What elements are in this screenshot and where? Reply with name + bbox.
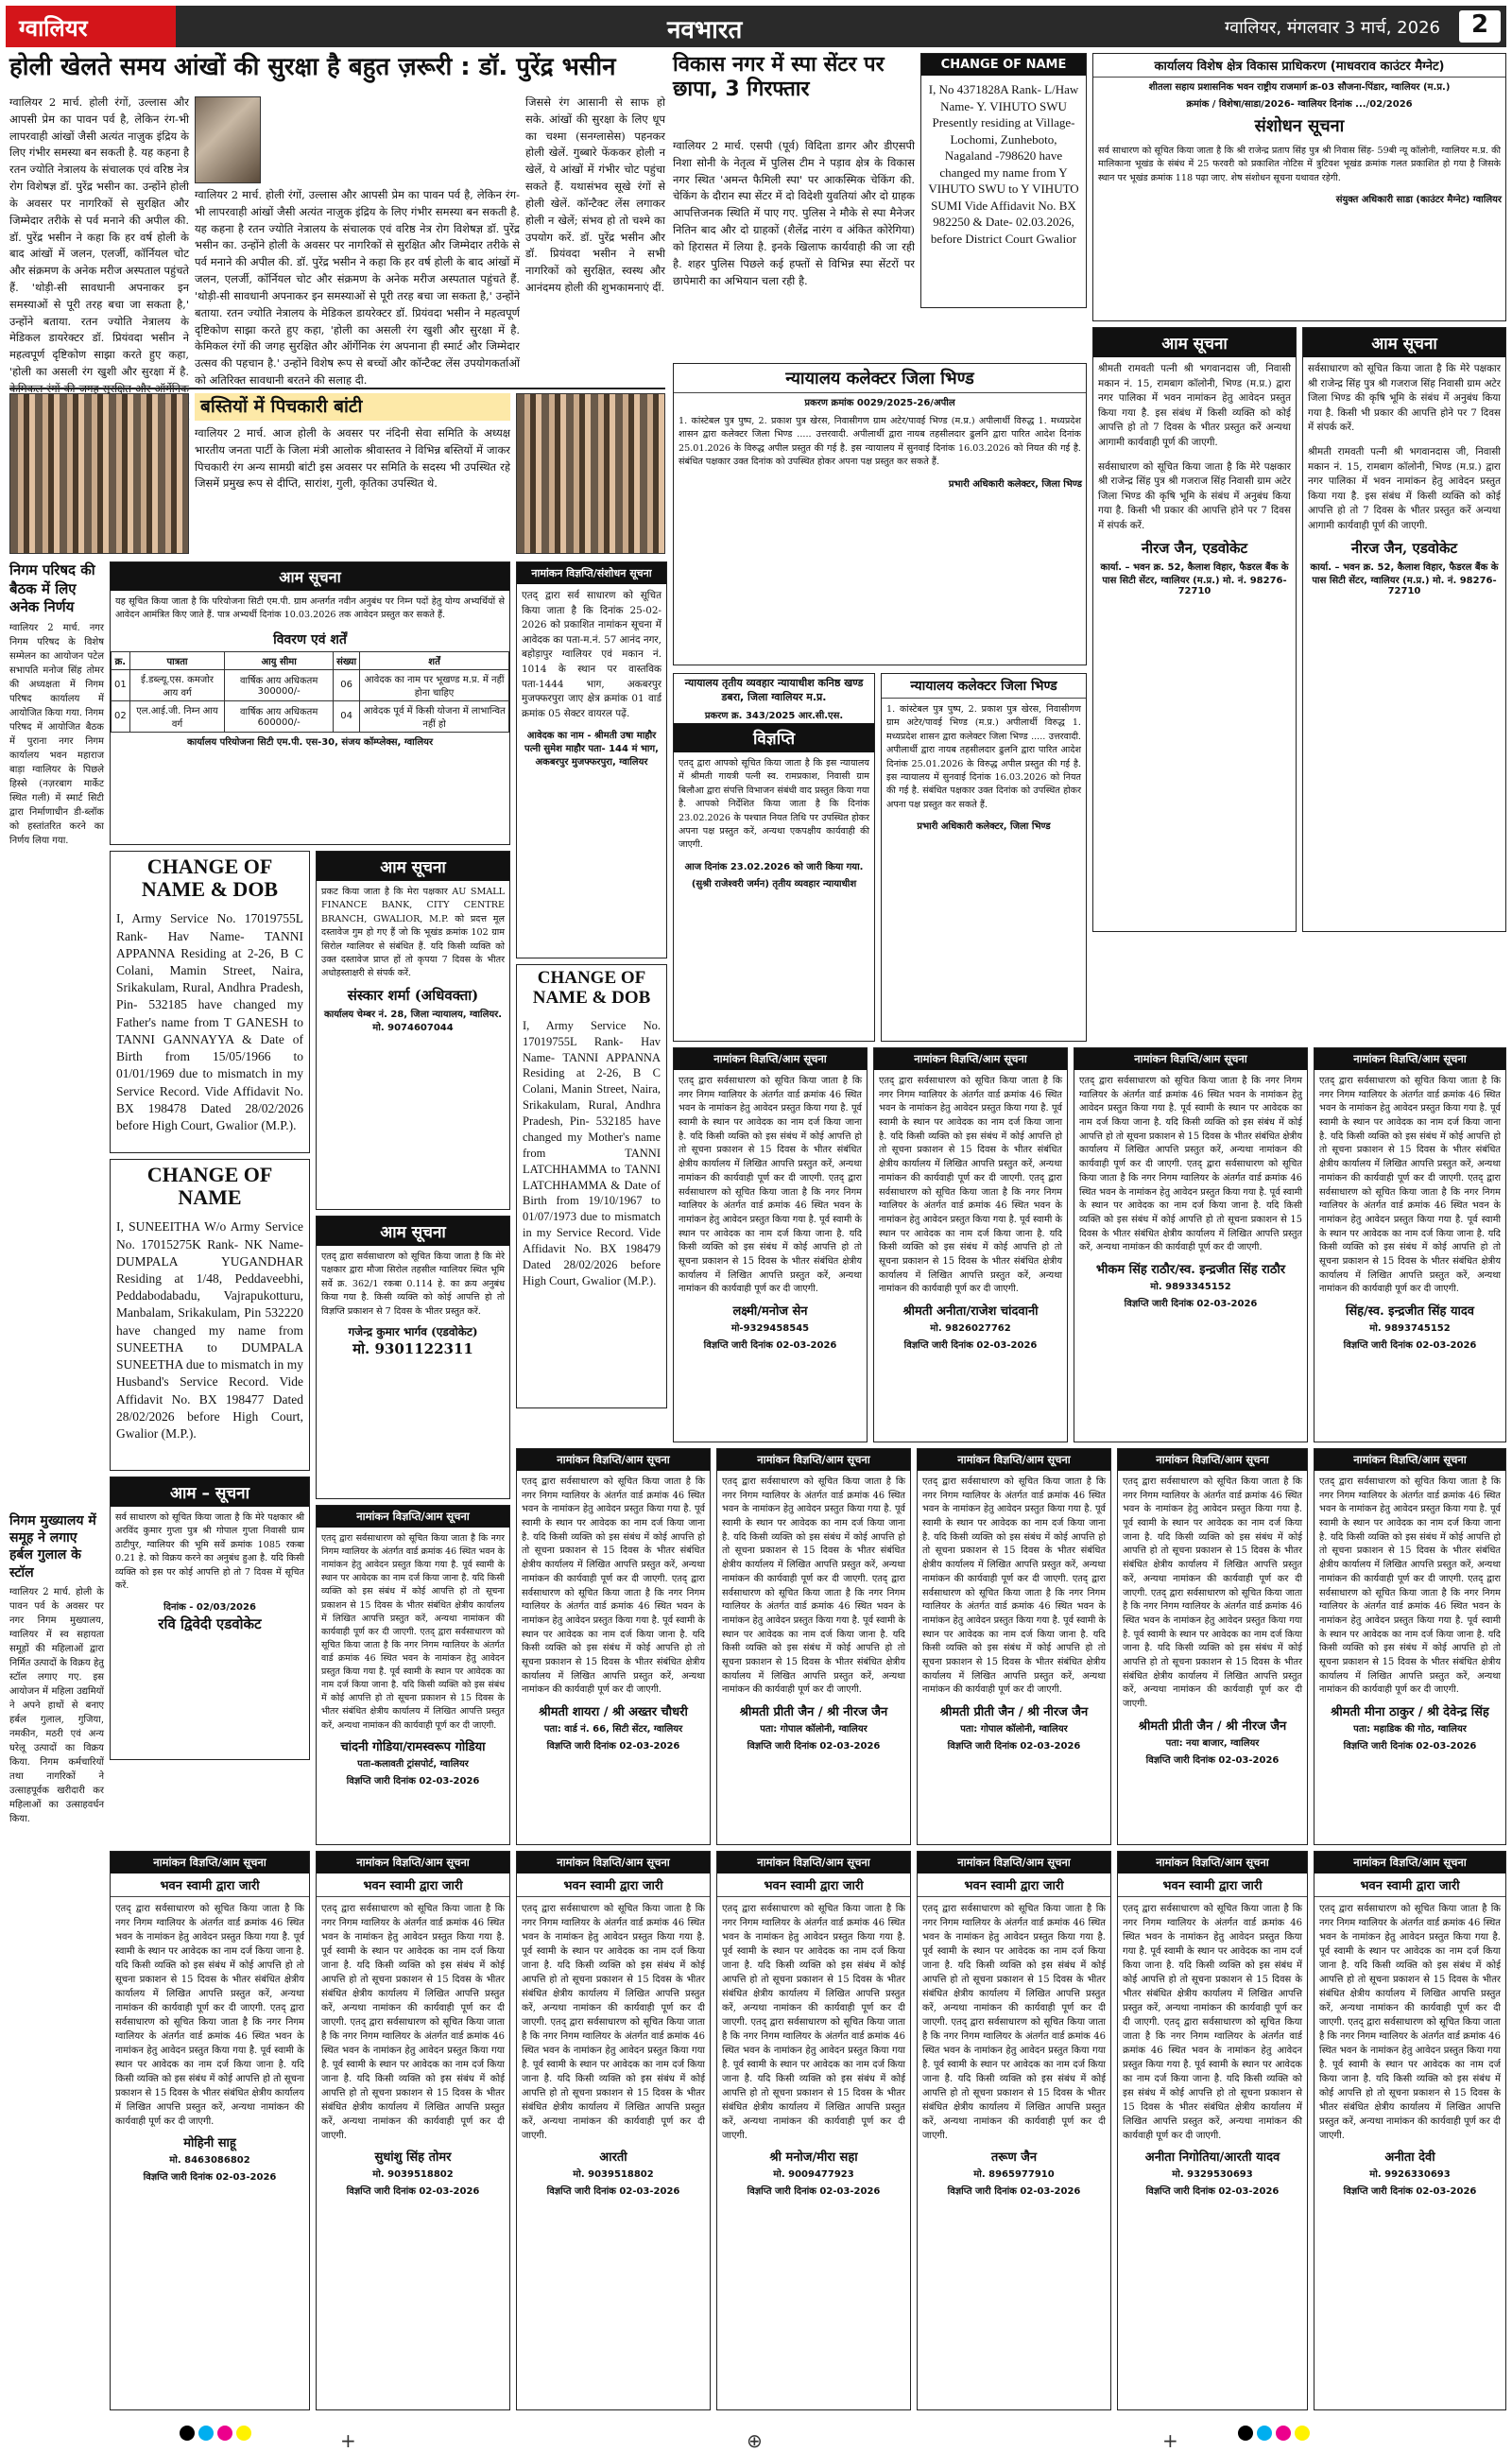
bhind-title-2: आम सूचना <box>1303 328 1505 357</box>
aam-suchna-table-intro: यह सूचित किया जाता है कि परियोजना सिटी एम.पी. ग्राम अन्तर्गत नवीन अनुबंध पर निम्न पदों हेतु योग्य अभ्यर्थियों से आवेदन आमंत्रित किए जाते हैं. पात्र अभ्यर्थी दिनांक 10.03.2026 तक आवेदन प्रस्तुत कर सकते हैं. <box>115 596 505 621</box>
change-name-1-heading: CHANGE OF NAME & DOB <box>141 855 279 902</box>
notice-applicant-name: अनीता निगोतिया/आरती यादव <box>1144 2150 1280 2165</box>
table-cell: ई.डब्ल्यू.एस. कमजोर आय वर्ग <box>129 669 225 700</box>
spa-body: ग्वालियर 2 मार्च. एसपी (पूर्व) विदिता डागर और डीएसपी निशा सोनी के नेतृत्व में पुलिस टीम ने पड़ाव क्षेत्र के विकास नगर स्थित 'अमन्त फैमिली स्पा' पर आकस्मिक चेकिंग की. चेकिंग के दौरान स्पा सेंटर में दो विदेशी युवतियां और दो ग्राहक आपत्तिजनक स्थिति में पाए गए. पुलिस ने मौके से स्पा मैनेजर नितिन बाद और दो ग्राहकों (शैलेंद्र नारंग व अंकित कोरेगिया) को हिरासत में लिया है. इनके खिलाफ कार्यवाही की जा रही है. शहर पुलिस पिछले कई हफ्तों से विभिन्न स्पा सेंटरों पर छापेमारी का अभियान चला रही है. <box>673 139 915 287</box>
notice-owner-line: भवन स्वामी द्वारा जारी <box>717 1874 910 1897</box>
notice-title: नामांकन विज्ञप्ति/आम सूचना <box>1314 1852 1505 1874</box>
notice-applicant-address: पता: गोपाल कॉलोनी, ग्वालियर <box>960 1724 1068 1735</box>
vigyapti-body: एतद् द्वारा आपको सूचित किया जाता है कि इस न्यायालय में श्रीमती गायत्री पत्नी स्व. रामप्रकाश, निवासी ग्राम बिलौआ द्वारा संपत्ति विभाजन संबंधी वाद प्रस्तुत किया गया है. आपको निर्देशित किया जाता है कि दिनांक 23.02.2026 के पश्चात नियत तिथि पर उपस्थित होकर अपना पक्ष प्रस्तुत करें, अन्यथा एकपक्षीय कार्यवाही की जाएगी. <box>679 758 869 851</box>
notice-title: नामांकन विज्ञप्ति/आम सूचना <box>317 1506 509 1528</box>
notice-applicant-name: श्रीमती शायरा / श्री अख्तर चौधरी <box>539 1705 688 1719</box>
reg-dot <box>217 2426 232 2441</box>
notice-applicant-name: चांदनी गोडिया/रामस्वरूप गोडिया <box>340 1739 486 1754</box>
table-header: संख्या <box>334 651 360 669</box>
aam-suchna-mid-phone: मो. 9301122311 <box>352 1339 473 1357</box>
aam-suchna-left-signer: रवि द्विवेदी एडवोकेट <box>158 1615 262 1633</box>
namantaran-notice <box>316 1505 510 1845</box>
order-body: 1. कांस्टेबल पुत्र पुष्प, 2. प्रकाश पुत्र खेरस, निवासीगण ग्राम अटेर/पावई भिण्ड (म.प्र.) अपीलार्थी विरुद्ध 1. मध्यप्रदेश शासन द्वारा कलेक्टर जिला भिण्ड ..... उत्तरवादी. अपीलार्थी द्वारा नायब तहसीलदार ढुलनि द्वारा पारित आदेश दिनांक 25.01.2026 के विरुद्ध अपील प्रस्तुत की गई है. इस न्यायालय में सुनवाई दिनांक 16.03.2026 को नियत की गई है. संबंधित पक्षकार उक्त दिनांक को उपस्थित होकर अपना पक्ष प्रस्तुत कर सकते हैं. <box>886 704 1081 810</box>
notice-applicant-name: सिंह/स्व. इन्द्रजीत सिंह यादव <box>1345 1304 1475 1319</box>
herbal-gulal-body: ग्वालियर 2 मार्च. होली के पावन पर्व के अवसर पर नगर निगम मुख्यालय, ग्वालियर में स्व सहायता समूहों की महिलाओं द्वारा निर्मित उत्पादों के विक्रय हेतु स्टॉल लगाए गए. इस आयोजन में महिला उद्यमियों ने अपने हाथों से बनाए हर्बल गुलाल, गुजिया, नमकीन, मठरी एवं अन्य घरेलू उत्पादों का विक्रय किया. निगम कर्मचारियों तथा नागरिकों ने उत्साहपूर्वक खरीदारी कर महिलाओं का उत्साहवर्धन किया. <box>9 1586 104 1824</box>
bhind-title-1: आम सूचना <box>1093 328 1296 357</box>
pichkari-photo-2 <box>516 393 665 554</box>
notice-title: नामांकन विज्ञप्ति/आम सूचना <box>1314 1048 1505 1070</box>
pichkari-body: ग्वालियर 2 मार्च. आज होली के अवसर पर नंदिनी सेवा समिति के अध्यक्ष भारतीय जनता पार्टी के जिला मंत्री आलोक श्रीवास्तव ने विभिन्न बस्तियों में जाकर पिचकारी रंग अन्य सामग्री बांटी इस अवसर पर समिति के सदस्य भी उपस्थित रहे जिसमें प्रमुख रूप से दीप्ति, सारांश, गुली, कृतिका उपस्थित थे. <box>195 426 510 491</box>
notice-body: एतद् द्वारा सर्वसाधारण को सूचित किया जाता है कि नगर निगम ग्वालियर के अंतर्गत वार्ड क्रमांक 46 स्थित भवन के नामांकन हेतु आवेदन प्रस्तुत किया गया है. पूर्व स्वामी के स्थान पर आवेदक का नाम दर्ज किया जाना है. यदि किसी व्यक्ति को इस संबंध में कोई आपत्ति हो तो सूचना प्रकाशन से 15 दिवस के भीतर संबंधित क्षेत्रीय कार्यालय में लिखित आपत्ति प्रस्तुत करें, अन्यथा नामांकन की कार्यवाही पूर्ण कर दी जाएगी. एतद् द्वारा सर्वसाधारण को सूचित किया जाता है कि नगर निगम ग्वालियर के अंतर्गत वार्ड क्रमांक 46 स्थित भवन के नामांकन हेतु आवेदन प्रस्तुत किया गया है. पूर्व स्वामी के स्थान पर आवेदक का नाम दर्ज किया जाना है. यदि किसी व्यक्ति को इस संबंध में कोई आपत्ति हो तो सूचना प्रकाशन से 15 दिवस के भीतर संबंधित क्षेत्रीय कार्यालय में लिखित आपत्ति प्रस्तुत करें, अन्यथा नामांकन की कार्यवाही पूर्ण कर दी जाएगी. <box>1123 1904 1302 2141</box>
aam-suchna-left-notice <box>110 1476 310 1760</box>
notice-owner-line: भवन स्वामी द्वारा जारी <box>317 1874 509 1897</box>
reg-dot <box>1238 2426 1253 2441</box>
lead-body: ग्वालियर 2 मार्च. होली रंगों, उल्लास और आपसी प्रेम का पावन पर्व है, लेकिन रंग-भी लापरवाही आंखों जैसी अत्यंत नाज़ुक इंद्रिय के लिए गंभीर समस्या बन सकती है. यह कहना है रतन ज्योति नेत्रालय के संचालक एवं वरिष्ठ नेत्र रोग विशेषज्ञ डॉ. पुरेंद्र भसीन का. उन्होंने होली के अवसर पर नागरिकों से सुरक्षित और जिम्मेदार तरीके से पर्व मनाने की अपील की. डॉ. पुरेंद्र भसीन ने कहा कि हर वर्ष होली के बाद आंखों में जलन, एलर्जी, कॉर्नियल चोट और संक्रमण के अनेक मरीज अस्पताल पहुंचते हैं. 'थोड़ी-सी सावधानी अपनाकर इन समस्याओं से पूरी तरह बचा जा सकता है,' उन्होंने बताया. रतन ज्योति नेत्रालय के मेडिकल डायरेक्टर डॉ. प्रियंवदा भसीन ने महत्वपूर्ण दृष्टिकोण साझा करते हुए कहा, 'होली का असली रंग खुशी और सुरक्षा में है. <box>9 95 189 378</box>
notice-applicant-address: पता-कलावती ट्रांसपोर्ट, ग्वालियर <box>357 1758 469 1770</box>
notice-body: एतद् द्वारा सर्वसाधारण को सूचित किया जाता है कि नगर निगम ग्वालियर के अंतर्गत वार्ड क्रमांक 46 स्थित भवन के नामांकन हेतु आवेदन प्रस्तुत किया गया है. पूर्व स्वामी के स्थान पर आवेदक का नाम दर्ज किया जाना है. यदि किसी व्यक्ति को इस संबंध में कोई आपत्ति हो तो सूचना प्रकाशन से 15 दिवस के भीतर संबंधित क्षेत्रीय कार्यालय में लिखित आपत्ति प्रस्तुत करें, अन्यथा नामांकन की कार्यवाही पूर्ण कर दी जाएगी. एतद् द्वारा सर्वसाधारण को सूचित किया जाता है कि नगर निगम ग्वालियर के अंतर्गत वार्ड क्रमांक 46 स्थित भवन के नामांकन हेतु आवेदन प्रस्तुत किया गया है. पूर्व स्वामी के स्थान पर आवेदक का नाम दर्ज किया जाना है. यदि किसी व्यक्ति को इस संबंध में कोई आपत्ति हो तो सूचना प्रकाशन से 15 दिवस के भीतर संबंधित क्षेत्रीय कार्यालय में लिखित आपत्ति प्रस्तुत करें, अन्यथा नामांकन की कार्यवाही पूर्ण कर दी जाएगी. <box>1079 1076 1303 1253</box>
bhind-addr-2: कार्या. – भवन क्र. 52, कैलाश विहार, फैडरल बैंक के पास सिटी सेंटर, ग्वालियर (म.प्र.) मो. नं. 98276-72710 <box>1310 561 1499 596</box>
table-cell: आवेदक का नाम पर भूखण्ड म.प्र. में नहीं होना चाहिए <box>360 669 509 700</box>
change-name-2-heading: CHANGE OF NAME & DOB <box>532 968 651 1008</box>
reg-dot <box>1276 2426 1291 2441</box>
page-number: 2 <box>1459 10 1501 43</box>
change-name-body: I, No 4371828A Rank- L/Haw Name- Y. VIHUTO SWU Presently residing at Village- Lochomi, Zunheboto, Nagaland -798620 have changed my name from Y VIHUTO SWU to Y VIHUTO SUMI Vide Affidavit No. BX 982250 & Date- 02.03.2026, before District Court Gwalior <box>928 82 1079 246</box>
change-name-notice-3 <box>110 1159 310 1471</box>
notice-body: एतद् द्वारा सर्वसाधारण को सूचित किया जाता है कि नगर निगम ग्वालियर के अंतर्गत वार्ड क्रमांक 46 स्थित भवन के नामांकन हेतु आवेदन प्रस्तुत किया गया है. पूर्व स्वामी के स्थान पर आवेदक का नाम दर्ज किया जाना है. यदि किसी व्यक्ति को इस संबंध में कोई आपत्ति हो तो सूचना प्रकाशन से 15 दिवस के भीतर संबंधित क्षेत्रीय कार्यालय में लिखित आपत्ति प्रस्तुत करें, अन्यथा नामांकन की कार्यवाही पूर्ण कर दी जाएगी. एतद् द्वारा सर्वसाधारण को सूचित किया जाता है कि नगर निगम ग्वालियर के अंतर्गत वार्ड क्रमांक 46 स्थित भवन के नामांकन हेतु आवेदन प्रस्तुत किया गया है. पूर्व स्वामी के स्थान पर आवेदक का नाम दर्ज किया जाना है. यदि किसी व्यक्ति को इस संबंध में कोई आपत्ति हो तो सूचना प्रकाशन से 15 दिवस के भीतर संबंधित क्षेत्रीय कार्यालय में लिखित आपत्ति प्रस्तुत करें, अन्यथा नामांकन की कार्यवाही पूर्ण कर दी जाएगी. <box>1319 1076 1501 1295</box>
collector-court-case: प्रकरण क्रमांक 0029/2025-26/अपील <box>804 398 955 408</box>
nigam-headline: निगम परिषद की बैठक में लिए अनेक निर्णय <box>9 561 95 615</box>
table-header: आयु सीमा <box>225 651 334 669</box>
dateline: ग्वालियर, मंगलवार 3 मार्च, 2026 <box>1225 18 1440 38</box>
notice-title: नामांकन विज्ञप्ति/आम सूचना <box>1314 1449 1505 1471</box>
notice-body: एतद् द्वारा सर्वसाधारण को सूचित किया जाता है कि नगर निगम ग्वालियर के अंतर्गत वार्ड क्रमांक 46 स्थित भवन के नामांकन हेतु आवेदन प्रस्तुत किया गया है. पूर्व स्वामी के स्थान पर आवेदक का नाम दर्ज किया जाना है. यदि किसी व्यक्ति को इस संबंध में कोई आपत्ति हो तो सूचना प्रकाशन से 15 दिवस के भीतर संबंधित क्षेत्रीय कार्यालय में लिखित आपत्ति प्रस्तुत करें, अन्यथा नामांकन की कार्यवाही पूर्ण कर दी जाएगी. एतद् द्वारा सर्वसाधारण को सूचित किया जाता है कि नगर निगम ग्वालियर के अंतर्गत वार्ड क्रमांक 46 स्थित भवन के नामांकन हेतु आवेदन प्रस्तुत किया गया है. पूर्व स्वामी के स्थान पर आवेदक का नाम दर्ज किया जाना है. यदि किसी व्यक्ति को इस संबंध में कोई आपत्ति हो तो सूचना प्रकाशन से 15 दिवस के भीतर संबंधित क्षेत्रीय कार्यालय में लिखित आपत्ति प्रस्तुत करें, अन्यथा नामांकन की कार्यवाही पूर्ण कर दी जाएगी. <box>321 1904 505 2141</box>
bhind-signer-1: नीरज जैन, एडवोकेट <box>1141 539 1248 557</box>
lead-body-2: जिससे रंग आसानी से साफ हो सके. आंखों की सुरक्षा के लिए धूप का चश्मा (सनग्लासेस) पहनकर होली खेलें. गुब्बारे फेंककर होली न खेलें, ये आंखों में गंभीर चोट पहुंचा सकते हैं. यथासंभव सूखे रंगों से होली खेलें. कॉन्टैक्ट लेंस लगाकर होली न खेलें; संभव हो तो चश्मे का उपयोग करें. डॉ. पुरेंद्र भसीन और डॉ. प्रियंवदा भसीन ने सभी नागरिकों को सुरक्षित, स्वस्थ और आनंदमय होली की शुभकामनाएं दीं. <box>525 95 665 294</box>
notice-body: एतद् द्वारा सर्वसाधारण को सूचित किया जाता है कि नगर निगम ग्वालियर के अंतर्गत वार्ड क्रमांक 46 स्थित भवन के नामांकन हेतु आवेदन प्रस्तुत किया गया है. पूर्व स्वामी के स्थान पर आवेदक का नाम दर्ज किया जाना है. यदि किसी व्यक्ति को इस संबंध में कोई आपत्ति हो तो सूचना प्रकाशन से 15 दिवस के भीतर संबंधित क्षेत्रीय कार्यालय में लिखित आपत्ति प्रस्तुत करें, अन्यथा नामांकन की कार्यवाही पूर्ण कर दी जाएगी. एतद् द्वारा सर्वसाधारण को सूचित किया जाता है कि नगर निगम ग्वालियर के अंतर्गत वार्ड क्रमांक 46 स्थित भवन के नामांकन हेतु आवेदन प्रस्तुत किया गया है. पूर्व स्वामी के स्थान पर आवेदक का नाम दर्ज किया जाना है. यदि किसी व्यक्ति को इस संबंध में कोई आपत्ति हो तो सूचना प्रकाशन से 15 दिवस के भीतर संबंधित क्षेत्रीय कार्यालय में लिखित आपत्ति प्रस्तुत करें, अन्यथा नामांकन की कार्यवाही पूर्ण कर दी जाएगी. <box>115 1904 304 2127</box>
order-signer: प्रभारी अधिकारी कलेक्टर, जिला भिण्ड <box>917 821 1051 833</box>
namantaran-notice <box>1117 1448 1308 1845</box>
vigyapti-signer: (सुश्री राजेश्वरी जर्मन) तृतीय व्यवहार न्यायाधीश <box>691 878 857 889</box>
aam-suchna-mid-title: आम सूचना <box>317 1217 509 1246</box>
herbal-gulal-story <box>9 1512 104 2410</box>
notice-date: विज्ञप्ति जारी दिनांक 02-03-2026 <box>346 2186 480 2197</box>
bhind-signer-2: नीरज जैन, एडवोकेट <box>1350 539 1458 557</box>
notice-date: विज्ञप्ति जारी दिनांक 02-03-2026 <box>1343 2186 1477 2197</box>
notice-date: विज्ञप्ति जारी दिनांक 02-03-2026 <box>747 2186 881 2197</box>
table-cell: वार्षिक आय अधिकतम 300000/- <box>225 669 334 700</box>
crop-mark-left: + <box>340 2429 356 2452</box>
sada-ref: क्रमांक / विशेषा/साडा/2026- ग्वालियर दिनांक .../02/2026 <box>1186 99 1413 110</box>
notice-applicant-address: मो. 9826027762 <box>930 1323 1011 1334</box>
notice-applicant-address: मो. 8965977910 <box>973 2169 1055 2180</box>
notice-applicant-name: अनीता देवी <box>1384 2150 1435 2165</box>
reg-dot <box>198 2426 214 2441</box>
aam-suchna-table-notice <box>110 561 510 845</box>
small-finance-body: प्रकट किया जाता है कि मेरा पक्षकार AU SMALL FINANCE BANK, CITY CENTRE BRANCH, GWALIOR, M.P. को प्रदत्त मूल दस्तावेज गुम हो गए हैं जो कि भूखंड क्रमांक 102 ग्राम सिरोल ग्वालियर से संबंधित हैं. यदि किसी व्यक्ति को उक्त दस्तावेज प्राप्त हों तो कृपया 7 दिवस के भीतर अधोहस्ताक्षरी से संपर्क करें. <box>321 887 505 979</box>
table-cell: 02 <box>112 700 130 732</box>
notice-applicant-address: पता: नया बाजार, ग्वालियर <box>1165 1737 1260 1749</box>
namantaran-footer: आवेदक का नाम - श्रीमती उषा माहौर पत्नी सुमेश माहौर पता- 144 मं भाग, अकबरपुर मुजफ्फरपुरा, ग्वालियर <box>524 731 659 768</box>
notice-applicant-address: मो. 8463086802 <box>169 2155 250 2166</box>
notice-title: नामांकन विज्ञप्ति/आम सूचना <box>717 1852 910 1874</box>
notice-title: नामांकन विज्ञप्ति/आम सूचना <box>1118 1852 1307 1874</box>
notice-body: एतद् द्वारा सर्वसाधारण को सूचित किया जाता है कि नगर निगम ग्वालियर के अंतर्गत वार्ड क्रमांक 46 स्थित भवन के नामांकन हेतु आवेदन प्रस्तुत किया गया है. पूर्व स्वामी के स्थान पर आवेदक का नाम दर्ज किया जाना है. यदि किसी व्यक्ति को इस संबंध में कोई आपत्ति हो तो सूचना प्रकाशन से 15 दिवस के भीतर संबंधित क्षेत्रीय कार्यालय में लिखित आपत्ति प्रस्तुत करें, अन्यथा नामांकन की कार्यवाही पूर्ण कर दी जाएगी. एतद् द्वारा सर्वसाधारण को सूचित किया जाता है कि नगर निगम ग्वालियर के अंतर्गत वार्ड क्रमांक 46 स्थित भवन के नामांकन हेतु आवेदन प्रस्तुत किया गया है. पूर्व स्वामी के स्थान पर आवेदक का नाम दर्ज किया जाना है. यदि किसी व्यक्ति को इस संबंध में कोई आपत्ति हो तो सूचना प्रकाशन से 15 दिवस के भीतर संबंधित क्षेत्रीय कार्यालय में लिखित आपत्ति प्रस्तुत करें, अन्यथा नामांकन की कार्यवाही पूर्ण कर दी जाएगी. <box>522 1476 705 1696</box>
change-name-heading: CHANGE OF NAME <box>921 54 1086 76</box>
sada-footer: संयुक्त अधिकारी साडा (काउंटर मैग्नेट) ग्वालियर <box>1335 195 1502 206</box>
sada-title: संशोधन सूचना <box>1254 116 1345 136</box>
aam-suchna-mid-body: एतद् द्वारा सर्वसाधारण को सूचित किया जाता है कि मेरे पक्षकार द्वारा मौजा सिरोल तहसील ग्वालियर स्थित भूमि सर्वे क्र. 362/1 रकबा 0.114 हे. का क्रय अनुबंध किया गया है. किसी व्यक्ति को कोई आपत्ति हो तो विज्ञप्ति प्रकाशन से 7 दिवस के भीतर प्रस्तुत करें. <box>321 1252 505 1317</box>
sada-notice <box>1092 53 1506 321</box>
vigyapti-court: न्यायालय तृतीय व्यवहार न्यायाधीश कनिष्ठ खण्ड डबरा, जिला ग्वालियर म.प्र. <box>684 677 864 703</box>
aam-suchna-table-subhead: विवरण एवं शर्तें <box>273 631 347 648</box>
small-finance-title: आम सूचना <box>317 852 509 881</box>
notice-body: एतद् द्वारा सर्वसाधारण को सूचित किया जाता है कि नगर निगम ग्वालियर के अंतर्गत वार्ड क्रमांक 46 स्थित भवन के नामांकन हेतु आवेदन प्रस्तुत किया गया है. पूर्व स्वामी के स्थान पर आवेदक का नाम दर्ज किया जाना है. यदि किसी व्यक्ति को इस संबंध में कोई आपत्ति हो तो सूचना प्रकाशन से 15 दिवस के भीतर संबंधित क्षेत्रीय कार्यालय में लिखित आपत्ति प्रस्तुत करें, अन्यथा नामांकन की कार्यवाही पूर्ण कर दी जाएगी. एतद् द्वारा सर्वसाधारण को सूचित किया जाता है कि नगर निगम ग्वालियर के अंतर्गत वार्ड क्रमांक 46 स्थित भवन के नामांकन हेतु आवेदन प्रस्तुत किया गया है. पूर्व स्वामी के स्थान पर आवेदक का नाम दर्ज किया जाना है. यदि किसी व्यक्ति को इस संबंध में कोई आपत्ति हो तो सूचना प्रकाशन से 15 दिवस के भीतर संबंधित क्षेत्रीय कार्यालय में लिखित आपत्ति प्रस्तुत करें, अन्यथा नामांकन की कार्यवाही पूर्ण कर दी जाएगी. <box>321 1533 505 1731</box>
table-cell: 06 <box>334 669 360 700</box>
namantaran-notice <box>316 1851 510 2410</box>
notice-owner-line: भवन स्वामी द्वारा जारी <box>517 1874 710 1897</box>
lead-col-1 <box>9 95 189 386</box>
reg-dot <box>180 2426 195 2441</box>
change-name-3-heading: CHANGE OF NAME <box>146 1163 273 1210</box>
change-name-notice <box>920 53 1087 308</box>
notice-title: नामांकन विज्ञप्ति/आम सूचना <box>717 1449 910 1471</box>
vigyapti-title: विज्ञप्ति <box>674 723 874 752</box>
namantaran-notice <box>516 1851 711 2410</box>
namantaran-notice <box>673 1047 868 1442</box>
lead-body-mid: ग्वालियर 2 मार्च. होली रंगों, उल्लास और आपसी प्रेम का पावन पर्व है, लेकिन रंग-भी लापरवाही आंखों जैसी अत्यंत नाज़ुक इंद्रिय के लिए गंभीर समस्या बन सकती है. यह कहना है रतन ज्योति नेत्रालय के संचालक एवं वरिष्ठ नेत्र रोग विशेषज्ञ डॉ. पुरेंद्र भसीन का. उन्होंने होली के अवसर पर नागरिकों से सुरक्षित और जिम्मेदार तरीके से पर्व मनाने की अपील की. डॉ. पुरेंद्र भसीन ने कहा कि हर वर्ष होली के बाद आंखों में जलन, एलर्जी, कॉर्नियल चोट और संक्रमण के अनेक मरीज अस्पताल पहुंचते हैं. 'थोड़ी-सी सावधानी अपनाकर इन समस्याओं से पूरी तरह बचा जा सकता है,' उन्होंने बताया. रतन ज्योति नेत्रालय के मेडिकल डायरेक्टर डॉ. प्रियंवदा भसीन ने महत्वपूर्ण दृष्टिकोण साझा करते हुए कहा, 'होली का असली रंग खुशी और सुरक्षा में है. केमिकल रंगों की जगह सुरक्षित और ऑर्गेनिक रंग अपनाना ही स्मार्ट और जिम्मेदार उत्सव की पहचान है.' उन्होंने विशेष रूप से बच्चों और कॉन्टैक्ट लेंस उपयोगकर्ताओं को अतिरिक्त सावधानी बरतने की सलाह दी. <box>195 188 520 387</box>
namantaran-notice <box>716 1448 911 1845</box>
notice-applicant-address: पता: महाडिक की गोठ, ग्वालियर <box>1353 1724 1467 1735</box>
notice-applicant-address: मो. 9926330693 <box>1369 2169 1451 2180</box>
vigyapti-date: आज दिनांक 23.02.2026 को जारी किया गया. <box>684 861 864 872</box>
notice-body: एतद् द्वारा सर्वसाधारण को सूचित किया जाता है कि नगर निगम ग्वालियर के अंतर्गत वार्ड क्रमांक 46 स्थित भवन के नामांकन हेतु आवेदन प्रस्तुत किया गया है. पूर्व स्वामी के स्थान पर आवेदक का नाम दर्ज किया जाना है. यदि किसी व्यक्ति को इस संबंध में कोई आपत्ति हो तो सूचना प्रकाशन से 15 दिवस के भीतर संबंधित क्षेत्रीय कार्यालय में लिखित आपत्ति प्रस्तुत करें, अन्यथा नामांकन की कार्यवाही पूर्ण कर दी जाएगी. एतद् द्वारा सर्वसाधारण को सूचित किया जाता है कि नगर निगम ग्वालियर के अंतर्गत वार्ड क्रमांक 46 स्थित भवन के नामांकन हेतु आवेदन प्रस्तुत किया गया है. पूर्व स्वामी के स्थान पर आवेदक का नाम दर्ज किया जाना है. यदि किसी व्यक्ति को इस संबंध में कोई आपत्ति हो तो सूचना प्रकाशन से 15 दिवस के भीतर संबंधित क्षेत्रीय कार्यालय में लिखित आपत्ति प्रस्तुत करें, अन्यथा नामांकन की कार्यवाही पूर्ण कर दी जाएगी. <box>722 1476 905 1696</box>
notice-applicant-name: श्रीमती अनीता/राजेश चांदवानी <box>902 1304 1039 1319</box>
sada-office: कार्यालय विशेष क्षेत्र विकास प्राधिकरण (माधवराव काउंटर मैग्नेट) <box>1093 54 1505 78</box>
small-finance-signer: संस्कार शर्मा (अधिवक्ता) <box>347 986 479 1004</box>
table-cell: एल.आई.जी. निम्न आय वर्ग <box>129 700 225 732</box>
notice-applicant-name: श्रीमती प्रीती जैन / श्री नीरज जैन <box>1138 1718 1287 1734</box>
notice-date: विज्ञप्ति जारी दिनांक 02-03-2026 <box>1343 1741 1477 1752</box>
notice-applicant-address: मो. 9329530693 <box>1172 2169 1253 2180</box>
notice-title: नामांकन विज्ञप्ति/आम सूचना <box>918 1852 1110 1874</box>
namantaran-notice <box>917 1851 1111 2410</box>
notice-applicant-address: मो. 9893745152 <box>1369 1323 1451 1334</box>
lead-headline: होली खेलते समय आंखों की सुरक्षा है बहुत ज़रूरी : डॉ. पुरेंद्र भसीन <box>9 53 616 81</box>
notice-applicant-address: मो. 9009477923 <box>773 2169 854 2180</box>
notice-date: विज्ञप्ति जारी दिनांक 02-03-2026 <box>1124 1298 1258 1309</box>
nigam-body: ग्वालियर 2 मार्च. नगर निगम परिषद के विशेष सम्मेलन का आयोजन पटेल सभापति मनोज सिंह तोमर की अध्यक्षता में निगम परिषद कार्यालय में आयोजित किया गया. निगम परिषद में आयोजित बैठक में पुराना नगर निगम कार्यालय भवन महाराज बाड़ा ग्वालियर के पिछले हिस्से (नज़रबाग मार्केट स्थित गली) में स्मार्ट सिटी द्वारा निर्माणाधीन डी-ब्लॉक को हस्तांतरित करने का निर्णय लिया गया. <box>9 622 104 846</box>
change-name-3-body: I, SUNEEITHA W/o Army Service No. 17015275K Rank- NK Name- DUMPALA YUGANDHAR Residing at 1/48, Peddaveebhi, Peddabodabadu, Vajrapukotturu, Manbalam, Srikakulam, Pin 532220 have changed my name from SUNEETHA to DUMPALA SUNEETHA due to mismatch in my Husband's Service Record. Vide Affidavit No. BX 198477 Dated 28/02/2026 before High Court, Gwalior (M.P.). <box>116 1219 303 1441</box>
namantaran-correction <box>516 561 667 958</box>
change-name-1-body: I, Army Service No. 17019755L Rank- Hav Name- TANNI APPANNA Residing at 2-26, B C Colani, Mamin Street, Naira, Srikakulam, Rural, Andhra Pradesh, Pin- 532185 have changed my Father's name from T GANESH to TANNI GANNAYYA & Date of Birth from 15/05/1966 to 01/01/1969 due to mismatch in my Service Record. Vide Affidavit No. BX 198478 Dated 28/02/2026 before High Court, Gwalior (M.P.). <box>116 911 303 1132</box>
notice-body: एतद् द्वारा सर्वसाधारण को सूचित किया जाता है कि नगर निगम ग्वालियर के अंतर्गत वार्ड क्रमांक 46 स्थित भवन के नामांकन हेतु आवेदन प्रस्तुत किया गया है. पूर्व स्वामी के स्थान पर आवेदक का नाम दर्ज किया जाना है. यदि किसी व्यक्ति को इस संबंध में कोई आपत्ति हो तो सूचना प्रकाशन से 15 दिवस के भीतर संबंधित क्षेत्रीय कार्यालय में लिखित आपत्ति प्रस्तुत करें, अन्यथा नामांकन की कार्यवाही पूर्ण कर दी जाएगी. एतद् द्वारा सर्वसाधारण को सूचित किया जाता है कि नगर निगम ग्वालियर के अंतर्गत वार्ड क्रमांक 46 स्थित भवन के नामांकन हेतु आवेदन प्रस्तुत किया गया है. पूर्व स्वामी के स्थान पर आवेदक का नाम दर्ज किया जाना है. यदि किसी व्यक्ति को इस संबंध में कोई आपत्ति हो तो सूचना प्रकाशन से 15 दिवस के भीतर संबंधित क्षेत्रीय कार्यालय में लिखित आपत्ति प्रस्तुत करें, अन्यथा नामांकन की कार्यवाही पूर्ण कर दी जाएगी. <box>922 1904 1106 2141</box>
notice-date: विज्ञप्ति जारी दिनांक 02-03-2026 <box>1145 1754 1280 1766</box>
notice-body: एतद् द्वारा सर्वसाधारण को सूचित किया जाता है कि नगर निगम ग्वालियर के अंतर्गत वार्ड क्रमांक 46 स्थित भवन के नामांकन हेतु आवेदन प्रस्तुत किया गया है. पूर्व स्वामी के स्थान पर आवेदक का नाम दर्ज किया जाना है. यदि किसी व्यक्ति को इस संबंध में कोई आपत्ति हो तो सूचना प्रकाशन से 15 दिवस के भीतर संबंधित क्षेत्रीय कार्यालय में लिखित आपत्ति प्रस्तुत करें, अन्यथा नामांकन की कार्यवाही पूर्ण कर दी जाएगी. एतद् द्वारा सर्वसाधारण को सूचित किया जाता है कि नगर निगम ग्वालियर के अंतर्गत वार्ड क्रमांक 46 स्थित भवन के नामांकन हेतु आवेदन प्रस्तुत किया गया है. पूर्व स्वामी के स्थान पर आवेदक का नाम दर्ज किया जाना है. यदि किसी व्यक्ति को इस संबंध में कोई आपत्ति हो तो सूचना प्रकाशन से 15 दिवस के भीतर संबंधित क्षेत्रीय कार्यालय में लिखित आपत्ति प्रस्तुत करें, अन्यथा नामांकन की कार्यवाही पूर्ण कर दी जाएगी. <box>1319 1904 1501 2141</box>
bhind-body-2b: श्रीमती रामवती पत्नी श्री भगवानदास जी, निवासी मकान नं. 15, रामबाग कॉलोनी, भिण्ड (म.प्र.) द्वारा नगर पालिका में भवन नामांकन हेतु आवेदन प्रस्तुत किया गया है. इस संबंध में किसी व्यक्ति को कोई आपत्ति हो तो 7 दिवस के भीतर प्रस्तुत करें अन्यथा आगामी कार्यवाही पूर्ण की जाएगी. <box>1308 446 1501 532</box>
lead-headline-box <box>9 53 665 91</box>
notice-applicant-address: मो. 9039518802 <box>573 2169 654 2180</box>
aam-suchna-left-title: आम – सूचना <box>111 1477 309 1507</box>
spa-headline-box <box>673 53 915 134</box>
lead-col-2 <box>195 187 520 386</box>
namantaran-notice <box>716 1851 911 2410</box>
notice-applicant-name: श्रीमती मीना ठाकुर / श्री देवेन्द्र सिंह <box>1331 1705 1489 1719</box>
aam-suchna-left-date: दिनांक - 02/03/2026 <box>163 1602 256 1614</box>
bhind-body-1b: सर्वसाधारण को सूचित किया जाता है कि मेरे पक्षकार श्री राजेन्द्र सिंह पुत्र श्री गजराज सिंह निवासी ग्राम अटेर जिला भिण्ड की कृषि भूमि के संबंध में अनुबंध किया गया है. किसी भी प्रकार की आपत्ति होने पर 7 दिवस में संपर्क करें. <box>1098 460 1291 532</box>
bhind-notice-2 <box>1302 327 1506 932</box>
divider <box>9 388 665 389</box>
notice-applicant-name: श्रीमती प्रीती जैन / श्री नीरज जैन <box>739 1705 888 1719</box>
notice-applicant-address: पता: गोपाल कॉलोनी, ग्वालियर <box>760 1724 868 1735</box>
notice-body: एतद् द्वारा सर्वसाधारण को सूचित किया जाता है कि नगर निगम ग्वालियर के अंतर्गत वार्ड क्रमांक 46 स्थित भवन के नामांकन हेतु आवेदन प्रस्तुत किया गया है. पूर्व स्वामी के स्थान पर आवेदक का नाम दर्ज किया जाना है. यदि किसी व्यक्ति को इस संबंध में कोई आपत्ति हो तो सूचना प्रकाशन से 15 दिवस के भीतर संबंधित क्षेत्रीय कार्यालय में लिखित आपत्ति प्रस्तुत करें, अन्यथा नामांकन की कार्यवाही पूर्ण कर दी जाएगी. एतद् द्वारा सर्वसाधारण को सूचित किया जाता है कि नगर निगम ग्वालियर के अंतर्गत वार्ड क्रमांक 46 स्थित भवन के नामांकन हेतु आवेदन प्रस्तुत किया गया है. पूर्व स्वामी के स्थान पर आवेदक का नाम दर्ज किया जाना है. यदि किसी व्यक्ति को इस संबंध में कोई आपत्ति हो तो सूचना प्रकाशन से 15 दिवस के भीतर संबंधित क्षेत्रीय कार्यालय में लिखित आपत्ति प्रस्तुत करें, अन्यथा नामांकन की कार्यवाही पूर्ण कर दी जाएगी. <box>1123 1476 1302 1709</box>
small-finance-notice <box>316 851 510 1210</box>
notice-date: विज्ञप्ति जारी दिनांक 02-03-2026 <box>546 1741 680 1752</box>
notice-date: विज्ञप्ति जारी दिनांक 02-03-2026 <box>346 1775 480 1787</box>
notice-title: नामांकन विज्ञप्ति/आम सूचना <box>517 1449 710 1471</box>
sada-address: शीतला सहाय प्रशासनिक भवन राष्ट्रीय राजमार्ग क्र-03 सौजना-पिंडार, ग्वालियर (म.प्र.) <box>1148 82 1451 93</box>
change-name-notice-1 <box>110 851 310 1153</box>
notice-date: विज्ञप्ति जारी दिनांक 02-03-2026 <box>947 1741 1081 1752</box>
spa-headline: विकास नगर में स्पा सेंटर पर छापा, 3 गिरफ्तार <box>673 53 885 102</box>
notice-applicant-name: तरूण जैन <box>990 2150 1038 2165</box>
aam-suchna-left-body: सर्व साधारण को सूचित किया जाता है कि मेरे पक्षकार श्री अरविंद कुमार गुप्ता पुत्र श्री गोपाल गुप्ता निवासी ग्राम ठाटीपुर, ग्वालियर की भूमि सर्वे क्रमांक 1085 रकबा 0.21 हे. को विक्रय करने का अनुबंध हुआ है. यदि किसी व्यक्ति को इस पर कोई आपत्ति हो तो 7 दिवस में सूचित करें. <box>115 1512 304 1591</box>
vigyapti-notice <box>673 673 875 1042</box>
namantaran-notice <box>873 1047 1068 1442</box>
notice-title: नामांकन विज्ञप्ति/आम सूचना <box>918 1449 1110 1471</box>
vigyapti-case: प्रकरण क्र. 343/2025 आर.सी.एस. <box>704 711 844 721</box>
notice-title: नामांकन विज्ञप्ति/आम सूचना <box>111 1852 309 1874</box>
color-registration-right <box>1238 2426 1314 2444</box>
pichkari-headline-box <box>195 393 510 422</box>
color-registration-left <box>180 2426 255 2444</box>
doctor-photo <box>195 96 261 183</box>
reg-dot <box>1295 2426 1310 2441</box>
namantaran-notice <box>516 1448 711 1845</box>
change-name-notice-2 <box>516 964 667 1408</box>
notice-owner-line: भवन स्वामी द्वारा जारी <box>1118 1874 1307 1897</box>
notice-body: एतद् द्वारा सर्वसाधारण को सूचित किया जाता है कि नगर निगम ग्वालियर के अंतर्गत वार्ड क्रमांक 46 स्थित भवन के नामांकन हेतु आवेदन प्रस्तुत किया गया है. पूर्व स्वामी के स्थान पर आवेदक का नाम दर्ज किया जाना है. यदि किसी व्यक्ति को इस संबंध में कोई आपत्ति हो तो सूचना प्रकाशन से 15 दिवस के भीतर संबंधित क्षेत्रीय कार्यालय में लिखित आपत्ति प्रस्तुत करें, अन्यथा नामांकन की कार्यवाही पूर्ण कर दी जाएगी. एतद् द्वारा सर्वसाधारण को सूचित किया जाता है कि नगर निगम ग्वालियर के अंतर्गत वार्ड क्रमांक 46 स्थित भवन के नामांकन हेतु आवेदन प्रस्तुत किया गया है. पूर्व स्वामी के स्थान पर आवेदक का नाम दर्ज किया जाना है. यदि किसी व्यक्ति को इस संबंध में कोई आपत्ति हो तो सूचना प्रकाशन से 15 दिवस के भीतर संबंधित क्षेत्रीय कार्यालय में लिखित आपत्ति प्रस्तुत करें, अन्यथा नामांकन की कार्यवाही पूर्ण कर दी जाएगी. <box>679 1076 862 1295</box>
table-cell: 01 <box>112 669 130 700</box>
notice-owner-line: भवन स्वामी द्वारा जारी <box>111 1874 309 1897</box>
reg-dot <box>1257 2426 1272 2441</box>
notice-title: नामांकन विज्ञप्ति/आम सूचना <box>1118 1449 1307 1471</box>
table-cell: 04 <box>334 700 360 732</box>
bhind-notice-1 <box>1092 327 1297 932</box>
table-row <box>112 700 509 732</box>
small-finance-footer: कार्यालय चेम्बर नं. 28, जिला न्यायालय, ग्वालियर. मो. 9074607044 <box>323 1009 503 1033</box>
notice-applicant-name: श्रीमती प्रीती जैन / श्री नीरज जैन <box>939 1705 1089 1719</box>
notice-body: एतद् द्वारा सर्वसाधारण को सूचित किया जाता है कि नगर निगम ग्वालियर के अंतर्गत वार्ड क्रमांक 46 स्थित भवन के नामांकन हेतु आवेदन प्रस्तुत किया गया है. पूर्व स्वामी के स्थान पर आवेदक का नाम दर्ज किया जाना है. यदि किसी व्यक्ति को इस संबंध में कोई आपत्ति हो तो सूचना प्रकाशन से 15 दिवस के भीतर संबंधित क्षेत्रीय कार्यालय में लिखित आपत्ति प्रस्तुत करें, अन्यथा नामांकन की कार्यवाही पूर्ण कर दी जाएगी. एतद् द्वारा सर्वसाधारण को सूचित किया जाता है कि नगर निगम ग्वालियर के अंतर्गत वार्ड क्रमांक 46 स्थित भवन के नामांकन हेतु आवेदन प्रस्तुत किया गया है. पूर्व स्वामी के स्थान पर आवेदक का नाम दर्ज किया जाना है. यदि किसी व्यक्ति को इस संबंध में कोई आपत्ति हो तो सूचना प्रकाशन से 15 दिवस के भीतर संबंधित क्षेत्रीय कार्यालय में लिखित आपत्ति प्रस्तुत करें, अन्यथा नामांकन की कार्यवाही पूर्ण कर दी जाएगी. <box>1319 1476 1501 1696</box>
notice-date: विज्ञप्ति जारी दिनांक 02-03-2026 <box>1145 2186 1280 2197</box>
notice-body: एतद् द्वारा सर्वसाधारण को सूचित किया जाता है कि नगर निगम ग्वालियर के अंतर्गत वार्ड क्रमांक 46 स्थित भवन के नामांकन हेतु आवेदन प्रस्तुत किया गया है. पूर्व स्वामी के स्थान पर आवेदक का नाम दर्ज किया जाना है. यदि किसी व्यक्ति को इस संबंध में कोई आपत्ति हो तो सूचना प्रकाशन से 15 दिवस के भीतर संबंधित क्षेत्रीय कार्यालय में लिखित आपत्ति प्रस्तुत करें, अन्यथा नामांकन की कार्यवाही पूर्ण कर दी जाएगी. एतद् द्वारा सर्वसाधारण को सूचित किया जाता है कि नगर निगम ग्वालियर के अंतर्गत वार्ड क्रमांक 46 स्थित भवन के नामांकन हेतु आवेदन प्रस्तुत किया गया है. पूर्व स्वामी के स्थान पर आवेदक का नाम दर्ज किया जाना है. यदि किसी व्यक्ति को इस संबंध में कोई आपत्ति हो तो सूचना प्रकाशन से 15 दिवस के भीतर संबंधित क्षेत्रीय कार्यालय में लिखित आपत्ति प्रस्तुत करें, अन्यथा नामांकन की कार्यवाही पूर्ण कर दी जाएगी. <box>522 1904 705 2141</box>
notice-applicant-address: मो. 9893345152 <box>1150 1281 1231 1292</box>
collector-court-title: न्यायालय कलेक्टर जिला भिण्ड <box>674 364 1086 393</box>
notice-date: विज्ञप्ति जारी दिनांक 02-03-2026 <box>703 1340 837 1351</box>
notice-owner-line: भवन स्वामी द्वारा जारी <box>1314 1874 1505 1897</box>
table-header: शर्तें <box>360 651 509 669</box>
notice-applicant-address: पता: वार्ड नं. 66, सिटी सेंटर, ग्वालियर <box>543 1724 683 1735</box>
bhind-body-1: श्रीमती रामवती पत्नी श्री भगवानदास जी, निवासी मकान नं. 15, रामबाग कॉलोनी, भिण्ड (म.प्र.) द्वारा नगर पालिका में भवन नामांकन हेतु आवेदन प्रस्तुत किया गया है. इस संबंध में किसी व्यक्ति को कोई आपत्ति हो तो 7 दिवस के भीतर प्रस्तुत करें अन्यथा आगामी कार्यवाही पूर्ण की जाएगी. <box>1098 363 1291 449</box>
city-label: ग्वालियर <box>6 6 176 47</box>
aam-suchna-table-footer: कार्यालय परियोजना सिटी एम.पी. एस-30, संजय कॉम्प्लेक्स, ग्वालियर <box>186 736 434 748</box>
notice-applicant-name: आरती <box>599 2150 627 2165</box>
namantaran-body: एतद् द्वारा सर्व साधारण को सूचित किया जाता है कि दिनांक 25-02-2026 को प्रकाशित नामांकन सूचना में आवेदक का पता-म.नं. 57 आनंद नगर, बहोड़ापुर ग्वालियर एवं मकान नं. 1014 के स्थान पर वास्तविक पता-1444 भाग, अकबरपुर मुजफ्फरपुरा जाए क्षेत्र क्रमांक 01 वार्ड क्रमांक 05 सेक्टर वायरल पढ़ें. <box>522 590 662 719</box>
collector-court-body: 1. कांस्टेबल पुत्र पुष्प, 2. प्रकाश पुत्र खेरस, निवासीगण ग्राम अटेर/पावई भिण्ड (म.प्र.) अपीलार्थी विरुद्ध 1. मध्यप्रदेश शासन द्वारा कलेक्टर जिला भिण्ड ..... उत्तरवादी. अपीलार्थी द्वारा नायब तहसीलदार ढुलनि द्वारा पारित आदेश दिनांक 25.01.2026 के विरुद्ध अपील प्रस्तुत की गई है. इस न्यायालय में सुनवाई दिनांक 16.03.2026 को नियत की गई है. संबंधित पक्षकार उक्त दिनांक को उपस्थित होकर अपना पक्ष प्रस्तुत कर सकते हैं. <box>679 416 1081 468</box>
crop-mark-center: ⊕ <box>747 2429 763 2452</box>
collector-court-signer: प्रभारी अधिकारी कलेक्टर, जिला भिण्ड <box>948 478 1082 490</box>
notice-body: एतद् द्वारा सर्वसाधारण को सूचित किया जाता है कि नगर निगम ग्वालियर के अंतर्गत वार्ड क्रमांक 46 स्थित भवन के नामांकन हेतु आवेदन प्रस्तुत किया गया है. पूर्व स्वामी के स्थान पर आवेदक का नाम दर्ज किया जाना है. यदि किसी व्यक्ति को इस संबंध में कोई आपत्ति हो तो सूचना प्रकाशन से 15 दिवस के भीतर संबंधित क्षेत्रीय कार्यालय में लिखित आपत्ति प्रस्तुत करें, अन्यथा नामांकन की कार्यवाही पूर्ण कर दी जाएगी. एतद् द्वारा सर्वसाधारण को सूचित किया जाता है कि नगर निगम ग्वालियर के अंतर्गत वार्ड क्रमांक 46 स्थित भवन के नामांकन हेतु आवेदन प्रस्तुत किया गया है. पूर्व स्वामी के स्थान पर आवेदक का नाम दर्ज किया जाना है. यदि किसी व्यक्ति को इस संबंध में कोई आपत्ति हो तो सूचना प्रकाशन से 15 दिवस के भीतर संबंधित क्षेत्रीय कार्यालय में लिखित आपत्ति प्रस्तुत करें, अन्यथा नामांकन की कार्यवाही पूर्ण कर दी जाएगी. <box>879 1076 1062 1295</box>
notice-date: विज्ञप्ति जारी दिनांक 02-03-2026 <box>1343 1340 1477 1351</box>
notice-applicant-name: श्री मनोज/मीरा सहा <box>769 2150 858 2165</box>
namantaran-notice <box>1074 1047 1308 1442</box>
namantaran-notice <box>1314 1047 1506 1442</box>
namantaran-notice <box>110 1851 310 2410</box>
spa-body-box <box>673 138 915 355</box>
order-title: न्यायालय कलेक्टर जिला भिण्ड <box>882 674 1086 699</box>
notice-title: नामांकन विज्ञप्ति/आम सूचना <box>317 1852 509 1874</box>
collector-court-notice <box>673 363 1087 665</box>
notice-applicant-name: मोहिनी साहू <box>183 2136 236 2150</box>
lead-col-3 <box>525 95 665 386</box>
bhind-body-2: सर्वसाधारण को सूचित किया जाता है कि मेरे पक्षकार श्री राजेन्द्र सिंह पुत्र श्री गजराज सिंह निवासी ग्राम अटेर जिला भिण्ड की कृषि भूमि के संबंध में अनुबंध किया गया है. किसी भी प्रकार की आपत्ति होने पर 7 दिवस में संपर्क करें. <box>1308 363 1501 434</box>
reg-dot <box>236 2426 251 2441</box>
masthead <box>6 6 1506 47</box>
notice-body: एतद् द्वारा सर्वसाधारण को सूचित किया जाता है कि नगर निगम ग्वालियर के अंतर्गत वार्ड क्रमांक 46 स्थित भवन के नामांकन हेतु आवेदन प्रस्तुत किया गया है. पूर्व स्वामी के स्थान पर आवेदक का नाम दर्ज किया जाना है. यदि किसी व्यक्ति को इस संबंध में कोई आपत्ति हो तो सूचना प्रकाशन से 15 दिवस के भीतर संबंधित क्षेत्रीय कार्यालय में लिखित आपत्ति प्रस्तुत करें, अन्यथा नामांकन की कार्यवाही पूर्ण कर दी जाएगी. एतद् द्वारा सर्वसाधारण को सूचित किया जाता है कि नगर निगम ग्वालियर के अंतर्गत वार्ड क्रमांक 46 स्थित भवन के नामांकन हेतु आवेदन प्रस्तुत किया गया है. पूर्व स्वामी के स्थान पर आवेदक का नाम दर्ज किया जाना है. यदि किसी व्यक्ति को इस संबंध में कोई आपत्ति हो तो सूचना प्रकाशन से 15 दिवस के भीतर संबंधित क्षेत्रीय कार्यालय में लिखित आपत्ति प्रस्तुत करें, अन्यथा नामांकन की कार्यवाही पूर्ण कर दी जाएगी. <box>722 1904 905 2141</box>
nigam-meeting-story <box>9 561 104 1507</box>
notice-date: विज्ञप्ति जारी दिनांक 02-03-2026 <box>747 1741 881 1752</box>
notice-owner-line: भवन स्वामी द्वारा जारी <box>918 1874 1110 1897</box>
namantaran-notice <box>917 1448 1111 1845</box>
namantaran-notice <box>1314 1851 1506 2410</box>
newspaper-brand: नवभारत <box>667 16 743 44</box>
sada-body: सर्व साधारण को सूचित किया जाता है कि श्री राजेन्द्र प्रताप सिंह पुत्र श्री निवास सिंह- 59बी न्यू कॉलोनी, ग्वालियर म.प्र. की मालिकाना भूखंड के संबंध में 25 फरवरी को प्रकाशित नोटिस में त्रुटिवश भूखंड क्रमांक गलत प्रकाशित हो गया है जिसके स्थान पर भूखंड क्रमांक 118 पढ़ा जाए. शेष संशोधन सूचना यथावत रहेगी. <box>1098 146 1501 183</box>
notice-title: नामांकन विज्ञप्ति/आम सूचना <box>1074 1048 1307 1070</box>
table-header: क्र. <box>112 651 130 669</box>
pichkari-photo <box>9 393 189 554</box>
notice-applicant-address: मो-9329458545 <box>730 1323 810 1334</box>
namantaran-title: नामांकन विज्ञप्ति/संशोधन सूचना <box>517 562 666 584</box>
aam-suchna-table-title: आम सूचना <box>111 562 509 591</box>
namantaran-notice <box>1117 1851 1308 2410</box>
notice-applicant-address: मो. 9039518802 <box>372 2169 454 2180</box>
table-header: पात्रता <box>129 651 225 669</box>
notice-title: नामांकन विज्ञप्ति/आम सूचना <box>517 1852 710 1874</box>
pichkari-body-box <box>195 425 510 554</box>
eligibility-table <box>111 651 509 733</box>
collector-court-order <box>881 673 1087 1042</box>
notice-body: एतद् द्वारा सर्वसाधारण को सूचित किया जाता है कि नगर निगम ग्वालियर के अंतर्गत वार्ड क्रमांक 46 स्थित भवन के नामांकन हेतु आवेदन प्रस्तुत किया गया है. पूर्व स्वामी के स्थान पर आवेदक का नाम दर्ज किया जाना है. यदि किसी व्यक्ति को इस संबंध में कोई आपत्ति हो तो सूचना प्रकाशन से 15 दिवस के भीतर संबंधित क्षेत्रीय कार्यालय में लिखित आपत्ति प्रस्तुत करें, अन्यथा नामांकन की कार्यवाही पूर्ण कर दी जाएगी. एतद् द्वारा सर्वसाधारण को सूचित किया जाता है कि नगर निगम ग्वालियर के अंतर्गत वार्ड क्रमांक 46 स्थित भवन के नामांकन हेतु आवेदन प्रस्तुत किया गया है. पूर्व स्वामी के स्थान पर आवेदक का नाम दर्ज किया जाना है. यदि किसी व्यक्ति को इस संबंध में कोई आपत्ति हो तो सूचना प्रकाशन से 15 दिवस के भीतर संबंधित क्षेत्रीय कार्यालय में लिखित आपत्ति प्रस्तुत करें, अन्यथा नामांकन की कार्यवाही पूर्ण कर दी जाएगी. <box>922 1476 1106 1696</box>
pichkari-headline: बस्तियों में पिचकारी बांटी <box>195 393 510 421</box>
table-row <box>112 669 509 700</box>
notice-applicant-name: सुधांशु सिंह तोमर <box>374 2150 452 2165</box>
notice-title: नामांकन विज्ञप्ति/आम सूचना <box>874 1048 1067 1070</box>
change-name-2-body: I, Army Service No. 17019755L Rank- Hav Name- TANNI APPANNA Residing at 2-26, B C Colani, Manin Street, Naira, Srikakulam, Rural, Andhra Pradesh, Pin- 532185 have changed my Mother's name from TANNI LATCHHAMMA to TANNI LATCHHAMMA & Date of Birth from 19/10/1967 to 01/07/1973 due to mismatch in my Service Record. Vide Affidavit No. BX 198479 Dated 28/02/2026 before High Court, Gwalior (M.P.). <box>523 1018 661 1287</box>
bhind-addr-1: कार्या. – भवन क्र. 52, कैलाश विहार, फैडरल बैंक के पास सिटी सेंटर, ग्वालियर (म.प्र.) मो. नं. 98276-72710 <box>1100 561 1289 596</box>
aam-suchna-mid-notice <box>316 1216 510 1499</box>
notice-date: विज्ञप्ति जारी दिनांक 02-03-2026 <box>143 2172 277 2183</box>
notice-date: विज्ञप्ति जारी दिनांक 02-03-2026 <box>903 1340 1038 1351</box>
aam-suchna-mid-signer: गजेन्द्र कुमार भार्गव (एडवोकेट) <box>348 1324 478 1338</box>
table-cell: वार्षिक आय अधिकतम 600000/- <box>225 700 334 732</box>
notice-applicant-name: लक्ष्मी/मनोज सेन <box>732 1304 808 1319</box>
notice-applicant-name: भीकम सिंह राठौर/स्व. इन्द्रजीत सिंह राठौर <box>1095 1262 1286 1277</box>
herbal-gulal-headline: निगम मुख्यालय में समूह ने लगाए हर्बल गुलाल के स्टॉल <box>9 1513 96 1580</box>
notice-date: विज्ञप्ति जारी दिनांक 02-03-2026 <box>546 2186 680 2197</box>
crop-mark-right: + <box>1162 2429 1178 2452</box>
notice-title: नामांकन विज्ञप्ति/आम सूचना <box>674 1048 867 1070</box>
table-cell: आवेदक पूर्व में किसी योजना में लाभान्वित नहीं हो <box>360 700 509 732</box>
notice-date: विज्ञप्ति जारी दिनांक 02-03-2026 <box>947 2186 1081 2197</box>
namantaran-notice <box>1314 1448 1506 1845</box>
